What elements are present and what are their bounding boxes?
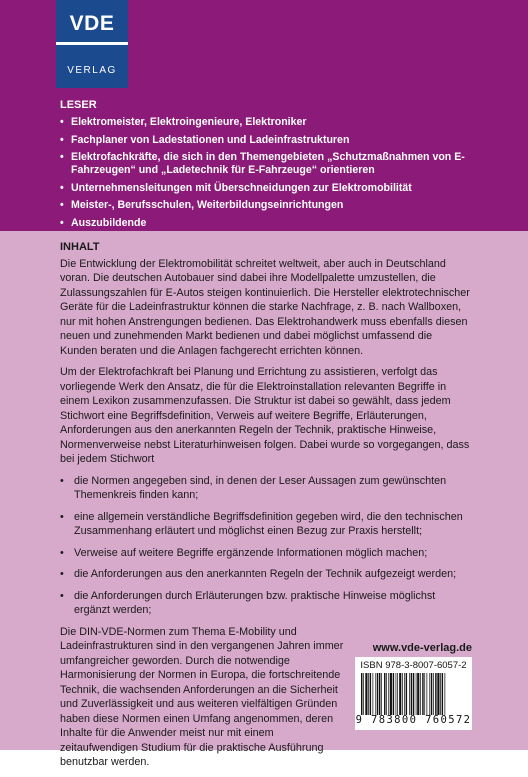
barcode-bar — [396, 673, 397, 715]
barcode-bar — [370, 673, 371, 715]
logo-divider — [56, 42, 128, 45]
barcode-bar — [379, 673, 380, 715]
inhalt-paragraph: Um der Elektrofachkraft bei Planung und Errichtung zu assistieren, verfolgt das vorliegende Werk den Ansatz, die für die Elektroinstallation relevanten Begriffe in einem Lexikon zusammenzufassen. Die Struktur ist dabei so gewählt, dass jedem Stichwort eine Begriffsdefinition, Verweis auf weitere Begriffe, Erläuterungen, Anforderungen aus den anerkannten Regeln der Technik, praktische Hinweise, Normenverweise nebst Literaturhinweisen folgen. Dabei wurde so vorgegangen, dass bei jedem Stichwort — [60, 366, 470, 465]
leser-item: • Auszubildende — [60, 217, 500, 230]
inhalt-paragraph: Die DIN-VDE-Normen zum Thema E-Mobility und Ladeinfrastrukturen sind in den vergangenen Jahren immer umfangreicher geworden. Durch die notwendige Harmonisierung der Normen in Europa, die fortschreitende Technik, die wachsenden Anforderungen an die Sicherheit und Zuverlässigkeit und aus weiteren vielfältigen Gründen haben diese Normen einen Umfang angenommen, deren Inhalte für die Anwender meist nur mit einem zeitaufwendigen Studium für die praktische Ausführung benutzbar werden. — [60, 625, 344, 768]
barcode-bar — [361, 673, 362, 715]
barcode-bar — [363, 673, 364, 715]
inhalt-bullet: • die Normen angegeben sind, in denen der Leser Aussagen zum gewünschten Themenkreis finden kann; — [60, 474, 472, 503]
barcode-digits: 9 783800 760572 — [355, 714, 472, 726]
barcode-bar — [417, 673, 419, 715]
barcode-bar — [386, 673, 387, 715]
leser-heading: LESER — [60, 99, 97, 111]
barcode-bar — [365, 673, 367, 715]
inhalt-bullet: • die Anforderungen durch Erläuterungen bzw. praktische Hinweise möglichst ergänzt werden; — [60, 589, 472, 618]
barcode-bar — [440, 673, 441, 715]
barcode-bar — [422, 673, 423, 715]
vde-logo — [56, 0, 128, 88]
barcode-bar — [435, 673, 436, 715]
leser-item: • Meister-, Berufsschulen, Weiterbildungseinrichtungen — [60, 199, 500, 212]
barcode-bar — [381, 673, 382, 715]
barcode-bar — [388, 673, 389, 715]
leser-item: • Elektromeister, Elektroingenieure, Elektroniker — [60, 116, 500, 129]
isbn-text: ISBN 978-3-8007-6057-2 — [360, 660, 467, 671]
barcode-bar — [442, 673, 443, 715]
inhalt-bullet: • Verweise auf weitere Begriffe ergänzende Informationen möglich machen; — [60, 546, 472, 561]
barcode-bar — [404, 673, 405, 715]
barcode-bar — [420, 673, 421, 715]
barcode-bar — [375, 673, 376, 715]
inhalt-bullet: • die Anforderungen aus den anerkannten Regeln der Technik aufgezeigt werden; — [60, 567, 472, 582]
inhalt-bullet-list — [60, 474, 472, 618]
barcode-bar — [445, 673, 446, 715]
barcode-bar — [390, 673, 392, 715]
logo-vde-text: VDE — [69, 12, 115, 35]
inhalt-paragraph: Die Entwicklung der Elektromobilität schreitet weltweit, aber auch in Deutschland voran. Die deutschen Autobauer sind dabei ihre Modellpalette umzustellen, die Zulassungszahlen für E-Autos steigen kontinuierlich. Die Hersteller elektrotechnischer Geräte für die Ladeinfrastruktur können die starke Nachfrage, z. B. nach Wallboxen, nur mit hohen Anstrengungen bedienen. Das Elektrohandwerk muss ebenfalls diesen neuen und zunehmenden Markt bedienen und dabei möglichst umfassend die Kunden beraten und die Anlagen fachgerecht errichten können. — [60, 257, 470, 357]
barcode-bar — [433, 673, 434, 715]
barcode-bar — [416, 673, 417, 715]
barcode-bar — [409, 673, 410, 715]
barcode-bar — [406, 673, 407, 715]
leser-item: • Elektrofachkräfte, die sich in den Themengebieten „Schutzmaßnahmen von E-Fahrzeugen“ und „Ladetechnik für E-Fahrzeuge“ orientieren — [60, 151, 500, 177]
inhalt-heading: INHALT — [60, 241, 100, 253]
barcode-bar — [424, 673, 425, 715]
barcode-bar — [368, 673, 369, 715]
barcode-bar — [402, 673, 403, 715]
leser-list — [60, 116, 500, 234]
barcode-bar — [384, 673, 385, 715]
leser-item: • Fachplaner von Ladestationen und Ladeinfrastrukturen — [60, 134, 500, 147]
barcode-bar — [377, 673, 378, 715]
publisher-url[interactable]: www.vde-verlag.de — [372, 642, 472, 654]
barcode-bar — [427, 673, 428, 715]
barcode-graphic — [361, 673, 466, 715]
leser-item: • Unternehmensleitungen mit Überschneidungen zur Elektromobilität — [60, 182, 500, 195]
barcode-bar — [373, 673, 374, 715]
barcode-bar — [437, 673, 439, 715]
logo-verlag-text: VERLAG — [67, 65, 117, 76]
inhalt-bullet: • eine allgemein verständliche Begriffsdefinition gegeben wird, die den technischen Zusammenhang erläutert und möglichst einen Bezug zur Praxis herstellt; — [60, 510, 472, 539]
barcode-box — [355, 657, 472, 730]
barcode-bar — [413, 673, 414, 715]
barcode-bar — [411, 673, 412, 715]
top-band — [0, 0, 528, 231]
barcode-bar — [399, 673, 401, 715]
barcode-bar — [393, 673, 394, 715]
barcode-bar — [431, 673, 432, 715]
barcode-bar — [397, 673, 398, 715]
barcode-bar — [429, 673, 430, 715]
